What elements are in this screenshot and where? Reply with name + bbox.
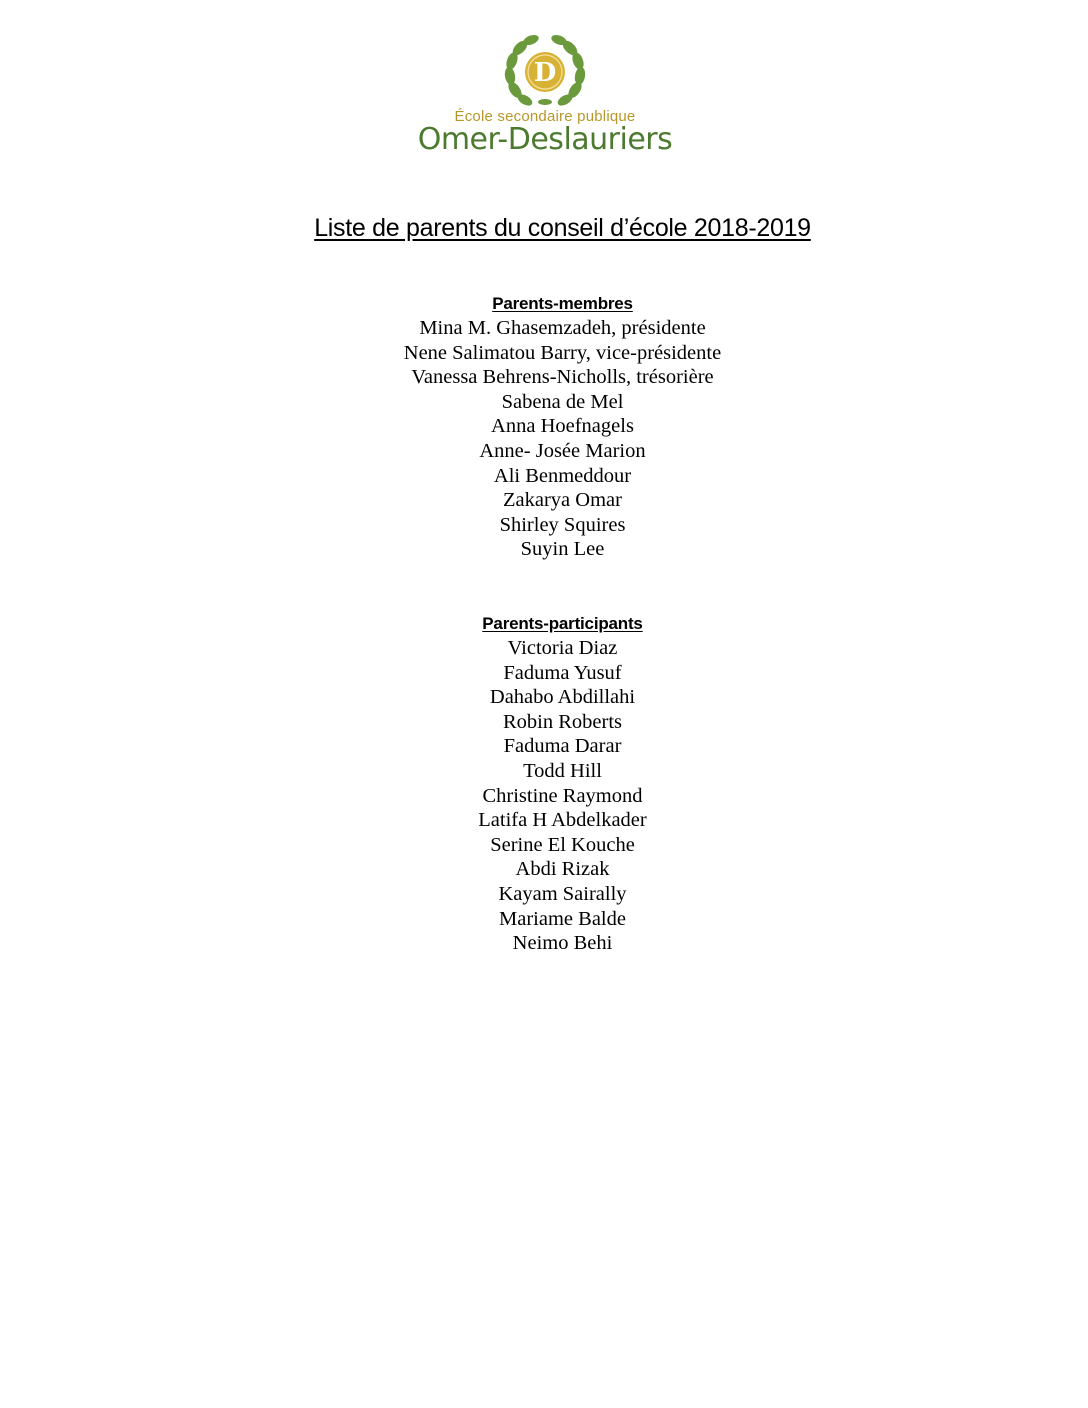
list-item: Victoria Diaz bbox=[507, 637, 618, 659]
list-item: Latifa H Abdelkader bbox=[478, 809, 647, 832]
logo-letter: D bbox=[533, 58, 557, 88]
list-item: Mariame Balde bbox=[499, 907, 626, 930]
page-title: Liste de parents du conseil d’école 2018-2019 bbox=[314, 214, 811, 242]
list-item: Faduma Darar bbox=[503, 735, 622, 758]
list-item: Robin Roberts bbox=[502, 710, 623, 733]
participants-heading: Parents-participants bbox=[482, 614, 643, 633]
list-item: Abdi Rizak bbox=[515, 858, 610, 881]
list-item: Kayam Sairally bbox=[498, 882, 627, 905]
list-item: Faduma Yusuf bbox=[503, 661, 622, 684]
list-item: Nene Salimatou Barry, vice-présidente bbox=[403, 341, 722, 364]
logo-subtitle: École secondaire publique bbox=[454, 108, 636, 125]
list-item: Todd Hill bbox=[523, 759, 602, 782]
list-item: Sabena de Mel bbox=[501, 390, 624, 413]
school-logo bbox=[400, 30, 690, 160]
laurel-wreath-icon bbox=[503, 34, 587, 114]
participants-list bbox=[0, 636, 1088, 956]
participants-section bbox=[0, 612, 1088, 956]
list-item: Zakarya Omar bbox=[503, 489, 622, 512]
list-item: Serine El Kouche bbox=[490, 833, 635, 856]
logo-school-name: Omer-Deslauriers bbox=[417, 122, 673, 157]
list-item: Suyin Lee bbox=[520, 538, 605, 561]
members-list bbox=[0, 316, 1088, 562]
list-item: Dahabo Abdillahi bbox=[489, 686, 636, 709]
list-item: Anna Hoefnagels bbox=[491, 415, 634, 438]
list-item: Christine Raymond bbox=[482, 784, 643, 807]
list-item: Ali Benmeddour bbox=[493, 464, 632, 487]
members-heading: Parents-membres bbox=[492, 294, 633, 313]
list-item: Shirley Squires bbox=[499, 513, 626, 536]
list-item: Neimo Behi bbox=[512, 932, 613, 955]
list-item: Anne- Josée Marion bbox=[479, 439, 646, 462]
list-item: Vanessa Behrens-Nicholls, trésorière bbox=[411, 366, 714, 389]
members-section bbox=[0, 292, 1088, 562]
list-item: Mina M. Ghasemzadeh, présidente bbox=[419, 317, 706, 339]
